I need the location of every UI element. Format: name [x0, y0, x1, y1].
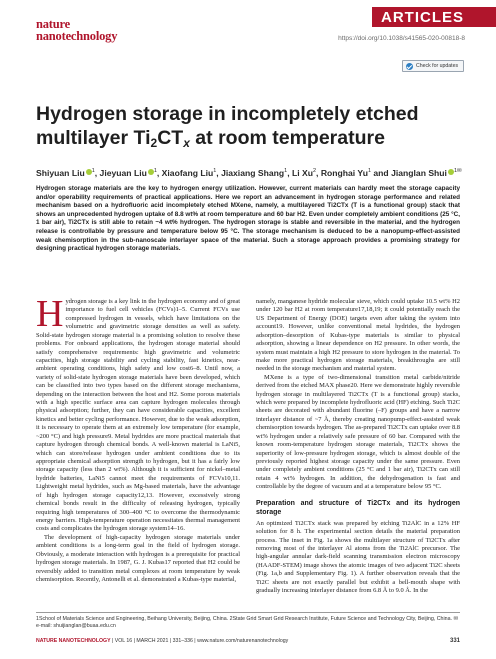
section-heading: Preparation and structure of Ti2CTx and its hydrogen storage [256, 499, 460, 516]
footer-citation-details[interactable]: | VOL 16 | MARCH 2021 | 331–336 | www.nature.com/naturenanotechnology [112, 638, 289, 644]
body-paragraph: The development of high-capacity hydrogen storage materials under ambient conditions is a long-term goal in the field of hydrogen storage. Obviously, a moderate interaction with hydrogen is a prerequisite for practical hydrogen storage materials. In 1987, G. J. Kubas17 reported that H2 could be reversibly added to transition metal complexes at room temperature by weak chemisorption. Recently, Antonelli et al. demonstrated a Kubas-type material, [36, 533, 240, 583]
footnote-divider [36, 612, 460, 613]
footer-citation [36, 638, 288, 644]
abstract: Hydrogen storage materials are the key to hydrogen energy utilization. However, current materials can hardly meet the storage capacity and/or operability requirements of practical applications. Here we report an advancement in hydrogen storage performance and related mechanism based on a hydrofluoric acid incompletely etched MXene, namely, a multilayered Ti2CTx (T is a functional group) stack that shows an unprecedented hydrogen uptake of 8.8 wt% at room temperature and 60 bar H2. Even under completely ambient conditions (25 °C, 1 bar air), Ti2CTx is still able to retain ~4 wt% hydrogen. The hydrogen storage is stable and reversible in the material, and the hydrogen release is controllable by pressure and temperature below 95 °C. The storage mechanism is deduced to be a nanopump-effect-assisted weak chemisorption in the sub-nanoscale interlayer space of the material. Such a storage approach provides a promising strategy for designing practical hydrogen storage materials. [36, 185, 460, 253]
author-name[interactable]: Ronghai Yu [320, 168, 368, 178]
drop-cap: H [36, 293, 64, 335]
body-paragraph: An optimized Ti2CTx stack was prepared by etching Ti2AlC in a 12% HF solution for 8 h. The experimental section details the material preparation process. The inset in Fig. 1a shows the multilayer structure of Ti2CTx after removing most of the interlayer Al atoms from the Ti2AlC precursor. The high-angular annular dark-field scanning transmission electron microscopy (HAADF-STEM) image shows the atomic images of two adjacent Ti2C sheets (Fig. 1a,b and Supplementary Fig. 1). A further observation reveals that the Ti2C sheets are not exactly parallel but exhibit a bell-mouth shape with gradually increasing interlayer distance from 6.8 Å to 9.0 Å. In the [256, 519, 460, 595]
body-paragraph: Hydrogen storage is a key link in the hydrogen economy and of great importance to fuel cell vehicles (FCVs)1–5. Current FCVs use compressed hydrogen in vessels, which have limitations on the volumetric and gravimetric storage densities as well as safety. Solid-state hydrogen storage material is a promising solution to resolve these problems. For onboard applications, the hydrogen storage material should satisfy comprehensive requirements: high gravimetric and volumetric capacities, high storage stability and cycling stability, fast kinetics, near-ambient operating conditions, high safety and low cost6–8. Until now, a variety of solid-state hydrogen storage materials have been developed, which can be classified into two types based on the different storage mechanisms, depending on the interaction between the host and H2. Some porous materials with a high specific surface area can capture hydrogen molecules through physical adsorption; further, they can have considerable capacities, excellent kinetics and better cycling performance. However, due to the weak adsorption, it is necessary to operate them at an extremely low temperature (for example, ~200 °C) and high pressure9. Metal hydrides are more practical materials that capture hydrogen through chemical bonds. A well-known material is LaNi5, which can store/release hydrogen under ambient conditions due to its appropriate chemical adsorption strength to hydrogen, but it has a fairly low storage capacity (less than 2 wt%). Although it is sufficient for nickel–metal hydride batteries, LaNi5 cannot meet the requirements of FCVs10,11. Lightweight metal hydrides, such as Mg-based materials, have the advantage of high hydrogen storage capacity12,13. However, excessively strong chemical bonds result in the difficulty of releasing hydrogen, typically requiring high temperatures of 300–400 °C to overcome the thermodynamic energy barriers. High-temperature operation necessitates thermal management costs and complicates the hydrogen storage system14–16. [36, 293, 240, 533]
author-name[interactable]: Jianglan Shui [391, 168, 447, 178]
author-list: Shiyuan Liu $^1$, Jieyuan Liu $^1$, Xiaofang Liu$^1$, Jiaxiang Shang$^1$, Li Xu$^2$, Ronghai Yu$^1$ and Jianglan Shui $^{1✉}$ [36, 168, 462, 178]
author-name[interactable]: Li Xu [291, 168, 313, 178]
journal-logo-line1: nature [36, 17, 70, 31]
author-name[interactable]: Jieyuan Liu [99, 168, 147, 178]
check-for-updates-button[interactable] [402, 60, 464, 72]
author-name[interactable]: Xiaofang Liu [161, 168, 214, 178]
page-footer [36, 638, 460, 644]
section-label: ARTICLES [381, 9, 464, 26]
affiliations: 1School of Materials Science and Engineering, Beihang University, Beijing, China. 2State Grid Smart Grid Research Institute, Future Science and Technology City, Beijing, China. ✉e-mail: shuijianglan@buaa.edu.cn [36, 616, 458, 629]
journal-logo[interactable] [36, 18, 117, 42]
body-column-right [256, 298, 460, 596]
journal-logo-line2: nanotechnology [36, 29, 118, 43]
check-for-updates-label: Check for updates [416, 63, 459, 69]
article-header [0, 0, 496, 69]
body-paragraph: MXene is a type of two-dimensional transition metal carbide/nitride derived from the etched MAX phase20. Here we demonstrate highly reversible hydrogen storage in multilayered Ti2CTx (T is a functional group) stacks, which were prepared by incomplete hydrofluoric acid (HF) etching. Such Ti2C sheets are decorated with abundant fluorine (–F) groups and have a narrow interlayer distance of ~7 Å, thereby creating nanopump-effect-assisted weak chemisorption towards hydrogen. The as-prepared Ti2CTx can uptake over 8.8 wt% hydrogen under a relatively safe pressure of 60 bar. Compared with the known room-temperature hydrogen storage materials, Ti2CTx shows the superiority of low-pressure hydrogen storage, which is almost double of the previously reported highest storage capacity under the same pressure. Even under completely ambient conditions (25 °C and 1 bar air), Ti2CTx can still retain 4 wt% hydrogen. In addition, the dehydrogenation is fast and controllable by the degree of vacuum and at a temperature below 95 °C. [256, 373, 460, 491]
body-paragraph: namely, manganese hydride molecular sieve, which could uptake 10.5 wt% H2 under 120 bar H2 at room temperature17,18,19; it could potentially reach the US Department of Energy (DOE) targets even after taking the system into account19. However, unlike conventional metal hydrides, the hydrogen adsorption–desorption of Kubas-type materials is similar to physical adsorption, showing a linear dependence on H2 pressure. In other words, the system must maintain a high H2 pressure to store hydrogen in the material. To make more practical hydrogen storage materials, breakthroughs are still needed in the storage mechanism and material system. [256, 298, 460, 373]
body-column-left [36, 293, 240, 584]
article-title: Hydrogen storage in incompletely etched multilayer $Ti_2CTx$ at room temperature [36, 103, 419, 150]
page-number: 331 [449, 638, 460, 644]
doi-link[interactable]: https://doi.org/10.1038/s41565-020-00818-8 [338, 35, 465, 42]
author-name[interactable]: Jiaxiang Shang [221, 168, 285, 178]
check-updates-icon [406, 63, 413, 70]
footer-journal: NATURE NANOTECHNOLOGY [36, 638, 111, 644]
author-name[interactable]: Shiyuan Liu [36, 168, 85, 178]
